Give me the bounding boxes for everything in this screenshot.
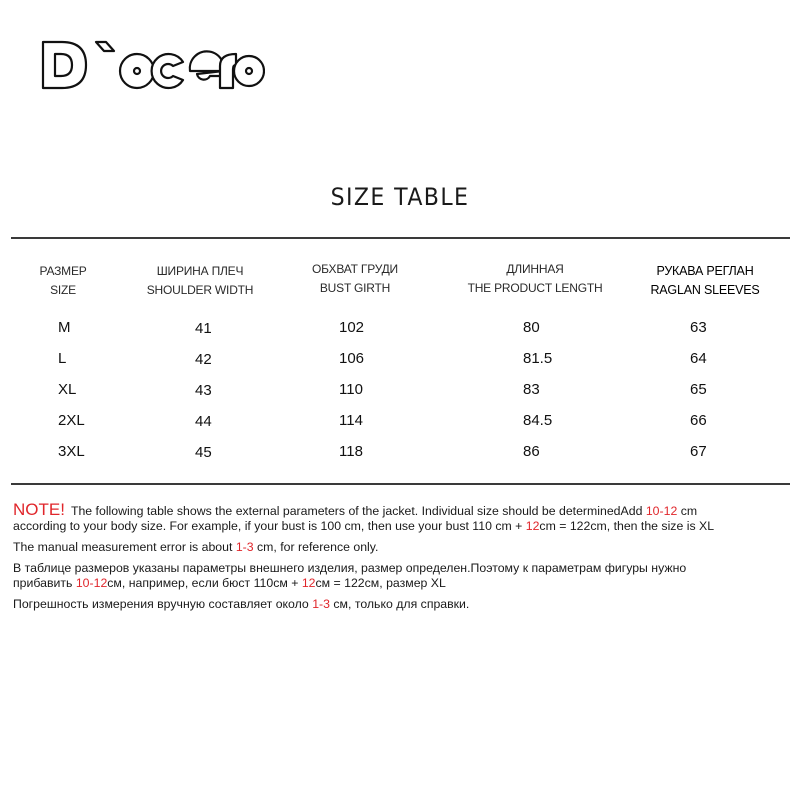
column-header-bust-girth xyxy=(290,260,420,298)
note-highlight: 12 xyxy=(525,519,540,533)
column-header-en: SHOULDER WIDTH xyxy=(146,283,254,297)
cell-product-length: 81.5 xyxy=(523,350,553,367)
note-label: NOTE! xyxy=(13,500,65,519)
note-ru-line-1: В таблице размеров указаны параметры внешнего изделия, размер определен.Поэтому к параметрам фигуры нужно xyxy=(13,561,687,575)
column-header-en: RAGLAN SLEEVES xyxy=(650,283,760,297)
divider-top xyxy=(11,237,790,239)
column-header-en: THE PRODUCT LENGTH xyxy=(467,281,603,295)
note-text: см, например, если бюст 110см + xyxy=(107,576,302,590)
cell-product-length: 86 xyxy=(523,443,540,460)
note-text: Погрешность измерения вручную составляет около xyxy=(13,597,313,611)
note-highlight: 12 xyxy=(301,576,316,590)
note-text: The manual measurement error is about xyxy=(13,540,236,554)
note-text: The following table shows the external parameters of the jacket. Individual size should be determinedAdd xyxy=(70,504,646,518)
note-text: см = 122см, размер XL xyxy=(315,576,446,590)
note-highlight: 10-12 xyxy=(645,504,678,518)
cell-raglan-sleeves: 64 xyxy=(690,350,707,367)
column-header-ru: РАЗМЕР xyxy=(39,264,87,278)
cell-raglan-sleeves: 63 xyxy=(690,319,707,336)
note-highlight: 1-3 xyxy=(312,597,330,611)
brand-logo-icon xyxy=(40,38,265,90)
column-header-size xyxy=(38,262,88,300)
cell-product-length: 83 xyxy=(523,381,540,398)
page-title: SIZE TABLE xyxy=(330,183,470,211)
column-header-raglan-sleeves xyxy=(630,262,780,300)
cell-size: XL xyxy=(58,381,77,398)
note-text: cm, for reference only. xyxy=(253,540,379,554)
cell-product-length: 80 xyxy=(523,319,540,336)
cell-raglan-sleeves: 65 xyxy=(690,381,707,398)
cell-shoulder-width: 41 xyxy=(195,320,212,337)
note-text: cm = 122cm, then the size is XL xyxy=(539,519,715,533)
cell-bust-girth: 106 xyxy=(339,350,365,367)
cell-bust-girth: 102 xyxy=(339,319,365,336)
cell-shoulder-width: 42 xyxy=(195,351,212,368)
cell-shoulder-width: 43 xyxy=(195,382,212,399)
cell-shoulder-width: 44 xyxy=(195,413,212,430)
column-header-shoulder-width xyxy=(130,262,270,300)
cell-raglan-sleeves: 66 xyxy=(690,412,707,429)
cell-size: 3XL xyxy=(58,443,85,460)
note-text: см, только для справки. xyxy=(329,597,470,611)
column-header-ru: ШИРИНА ПЛЕЧ xyxy=(156,264,244,278)
column-header-en: BUST GIRTH xyxy=(319,281,391,295)
note-text: прибавить xyxy=(13,576,76,590)
note-highlight: 10-12 xyxy=(75,576,108,590)
note-en-line-1 xyxy=(13,502,793,519)
note-ru-line-3 xyxy=(13,597,793,612)
notes-section xyxy=(13,502,793,612)
note-en-line-2 xyxy=(13,519,793,534)
note-text: according to your body size. For example, if your bust is 100 cm, then use your bust 110 cm + xyxy=(13,519,526,533)
column-header-product-length xyxy=(455,260,615,298)
note-en-line-3 xyxy=(13,540,793,555)
brand-logo xyxy=(40,38,265,90)
cell-raglan-sleeves: 67 xyxy=(690,443,707,460)
cell-bust-girth: 118 xyxy=(339,443,363,460)
cell-size: M xyxy=(58,319,71,336)
cell-size: L xyxy=(58,350,67,367)
column-header-ru: ОБХВАТ ГРУДИ xyxy=(312,262,398,276)
column-header-en: SIZE xyxy=(50,283,76,297)
cell-bust-girth: 110 xyxy=(339,381,363,398)
cell-product-length: 84.5 xyxy=(523,412,553,429)
note-text: cm xyxy=(677,504,698,518)
column-header-ru: РУКАВА РЕГЛАН xyxy=(656,264,754,278)
cell-bust-girth: 114 xyxy=(339,412,363,429)
cell-shoulder-width: 45 xyxy=(195,444,212,461)
divider-bottom xyxy=(11,483,790,485)
column-header-ru: ДЛИННАЯ xyxy=(506,262,564,276)
cell-size: 2XL xyxy=(58,412,85,429)
note-highlight: 1-3 xyxy=(235,540,254,554)
note-ru-line-2 xyxy=(13,576,793,591)
